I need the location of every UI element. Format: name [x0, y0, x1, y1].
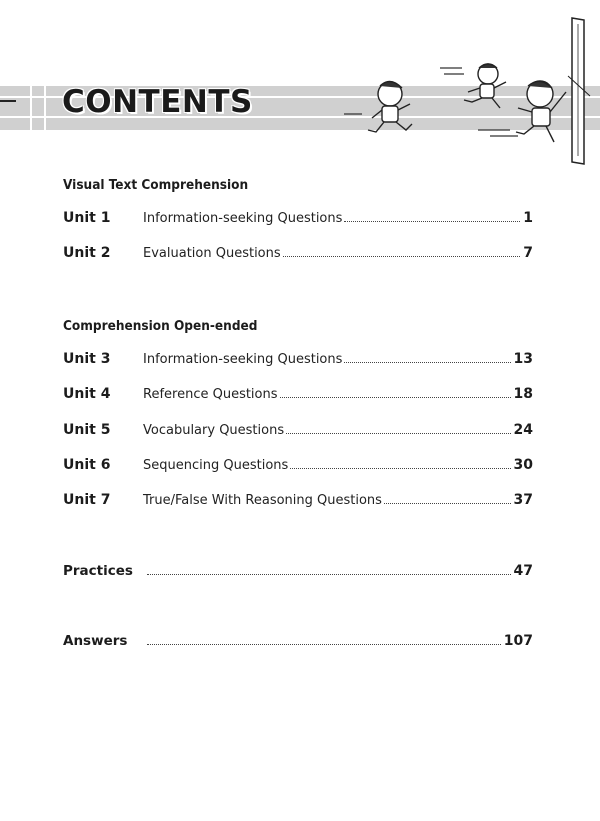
finish-post-icon: [568, 18, 590, 164]
page-number: 13: [513, 351, 533, 367]
unit-number: Unit 4: [63, 386, 111, 402]
dot-leader: [384, 502, 511, 504]
entry-heading: Answers: [63, 633, 128, 649]
dot-leader: [286, 432, 510, 434]
dot-leader: [147, 643, 501, 645]
band-divider: [30, 86, 32, 130]
dot-leader: [280, 396, 511, 398]
section-title-comprehension-open-ended: Comprehension Open-ended: [63, 318, 258, 334]
unit-number: Unit 5: [63, 422, 111, 438]
entry-heading: Practices: [63, 563, 133, 579]
page-number: 7: [523, 245, 533, 261]
toc-entry-unit-3[interactable]: [63, 351, 533, 371]
page-number: 24: [513, 422, 533, 438]
page-title: CONTENTS: [62, 84, 253, 120]
toc-entry-unit-2[interactable]: [63, 245, 533, 265]
running-children-illustration: [340, 16, 600, 166]
toc-entry-unit-1[interactable]: [63, 210, 533, 230]
toc-entry-unit-7[interactable]: [63, 492, 533, 512]
margin-tick: [0, 100, 16, 102]
unit-number: Unit 6: [63, 457, 111, 473]
entry-label: Sequencing Questions: [143, 458, 289, 473]
section-title-visual-text: Visual Text Comprehension: [63, 177, 249, 193]
dot-leader: [290, 467, 510, 469]
page-number: 1: [523, 210, 533, 226]
band-divider: [44, 86, 46, 130]
unit-number: Unit 3: [63, 351, 111, 367]
page-number: 37: [513, 492, 533, 508]
toc-entry-unit-5[interactable]: [63, 422, 533, 442]
toc-entry-practices[interactable]: [63, 563, 533, 583]
entry-label: Information-seeking Questions: [143, 211, 343, 226]
dot-leader: [147, 573, 511, 575]
entry-label: True/False With Reasoning Questions: [143, 493, 382, 508]
dot-leader: [344, 220, 520, 222]
entry-label: Information-seeking Questions: [143, 352, 343, 367]
dot-leader: [344, 361, 510, 363]
dot-leader: [283, 255, 521, 257]
entry-label: Reference Questions: [143, 387, 278, 402]
runner-boy-left: [368, 81, 412, 132]
page-number: 47: [513, 563, 533, 579]
toc-entry-unit-6[interactable]: [63, 457, 533, 477]
entry-label: Vocabulary Questions: [143, 423, 285, 438]
page-number: 30: [513, 457, 533, 473]
toc-entry-unit-4[interactable]: [63, 386, 533, 406]
entry-label: Evaluation Questions: [143, 246, 281, 261]
unit-number: Unit 1: [63, 210, 111, 226]
unit-number: Unit 2: [63, 245, 111, 261]
toc-entry-answers[interactable]: [63, 633, 533, 653]
runner-boy-middle: [464, 64, 506, 108]
runner-boy-right: [516, 81, 566, 142]
unit-number: Unit 7: [63, 492, 111, 508]
page-number: 18: [513, 386, 533, 402]
page-number: 107: [503, 633, 533, 649]
